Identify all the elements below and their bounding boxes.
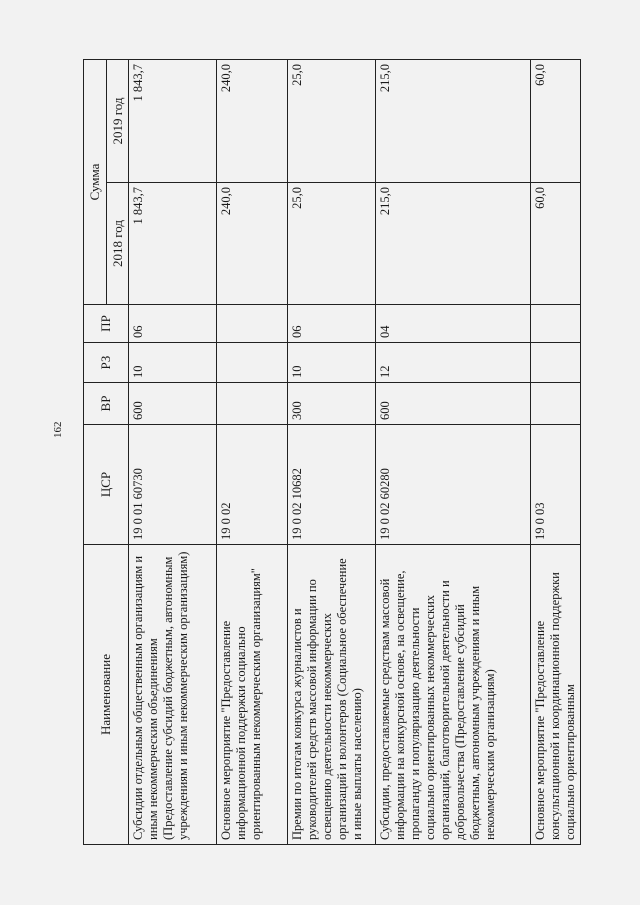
table-row — [288, 60, 376, 845]
header-sum: Сумма — [84, 60, 107, 305]
row-sum-2018: 240,0 — [217, 183, 288, 305]
row-rz: 10 — [288, 343, 376, 383]
row-vr — [217, 383, 288, 425]
table-row — [531, 60, 581, 845]
header-csr: ЦСР — [84, 425, 129, 545]
row-rz — [531, 343, 581, 383]
row-sum-2018: 25,0 — [288, 183, 376, 305]
row-pr: 06 — [288, 305, 376, 343]
row-vr — [531, 383, 581, 425]
budget-table-frame — [83, 60, 628, 845]
row-vr: 600 — [129, 383, 217, 425]
row-name: Основное мероприятие "Предоставление консультационной и координационной поддержки социально ориентированным — [531, 545, 581, 845]
page-number: 162 — [52, 421, 64, 438]
table-row — [376, 60, 531, 845]
row-rz — [217, 343, 288, 383]
header-vr: ВР — [84, 383, 129, 425]
row-sum-2019: 215,0 — [376, 60, 531, 183]
row-rz: 12 — [376, 343, 531, 383]
row-pr — [531, 305, 581, 343]
row-name: Субсидии отдельным общественным организациям и иным некоммерческим объединениям (Предоставление субсидий бюджетным, автономным учреждениям и иным некоммерческим организациям) — [129, 545, 217, 845]
row-sum-2019: 25,0 — [288, 60, 376, 183]
row-sum-2018: 1 843,7 — [129, 183, 217, 305]
row-vr: 600 — [376, 383, 531, 425]
header-year-2018: 2018 год — [107, 183, 129, 305]
budget-table — [83, 59, 581, 845]
row-sum-2019: 1 843,7 — [129, 60, 217, 183]
row-csr: 19 0 02 — [217, 425, 288, 545]
header-pr: ПР — [84, 305, 129, 343]
header-rz: РЗ — [84, 343, 129, 383]
row-rz: 10 — [129, 343, 217, 383]
table-row — [217, 60, 288, 845]
row-name: Премии по итогам конкурса журналистов и руководителей средств массовой информации по освещению деятельности некоммерческих организаций и волонтеров (Социальное обеспечение и иные выплаты населению) — [288, 545, 376, 845]
row-vr: 300 — [288, 383, 376, 425]
table-row — [129, 60, 217, 845]
header-year-2019: 2019 год — [107, 60, 129, 183]
row-sum-2018: 215,0 — [376, 183, 531, 305]
row-pr — [217, 305, 288, 343]
row-sum-2018: 60,0 — [531, 183, 581, 305]
row-pr: 06 — [129, 305, 217, 343]
row-csr: 19 0 02 60280 — [376, 425, 531, 545]
header-name: Наименование — [84, 545, 129, 845]
row-csr: 19 0 03 — [531, 425, 581, 545]
row-name: Основное мероприятие "Предоставление информационной поддержки социально ориентированным некоммерческим организациям" — [217, 545, 288, 845]
row-csr: 19 0 02 10682 — [288, 425, 376, 545]
row-name: Субсидии, предоставляемые средствам массовой информации на конкурсной основе, на освещение, пропаганду и популяризацию деятельности социально ориентированных некоммерческих организаций, благотворительной деятельности и добровольчества (Предоставление субсидий бюджетным, автономным учреждениям и иным некоммерческим организациям) — [376, 545, 531, 845]
row-pr: 04 — [376, 305, 531, 343]
row-csr: 19 0 01 60730 — [129, 425, 217, 545]
row-sum-2019: 240,0 — [217, 60, 288, 183]
row-sum-2019: 60,0 — [531, 60, 581, 183]
